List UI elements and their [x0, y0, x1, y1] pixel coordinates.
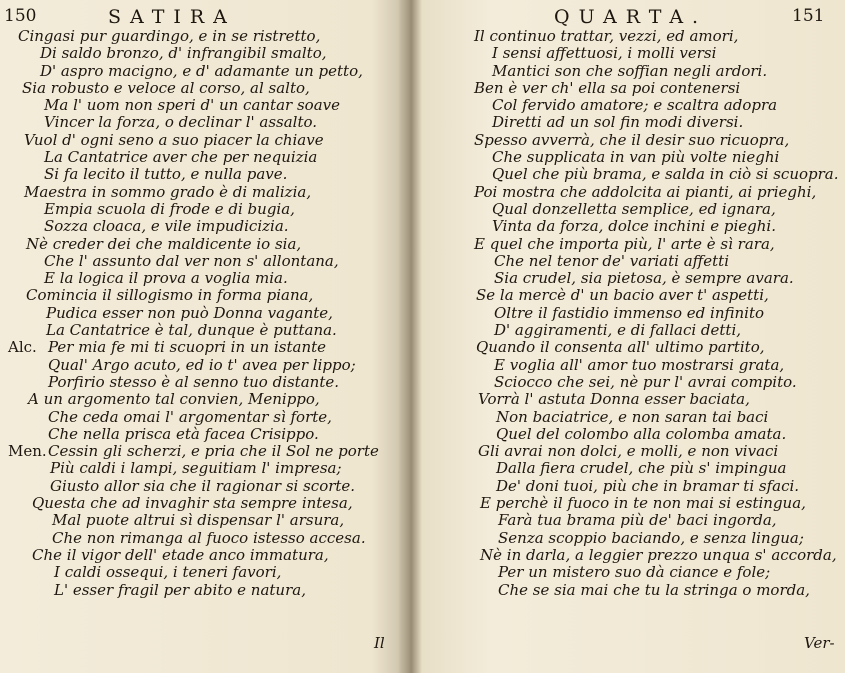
verse-text: Per un mistero suo dà ciance e fole; [498, 563, 771, 582]
verse-text: Mantici son che soffian negli ardori. [492, 61, 768, 80]
verse-text: Poi mostra che addolcita ai pianti, ai prieghi, [474, 182, 817, 201]
verse-text: Maestra in sommo grado è di malizia, [24, 182, 312, 201]
verse-text: Diretti ad un sol fin modi diversi. [492, 113, 744, 132]
verse-text: Di saldo bronzo, d' infrangibil smalto, [40, 44, 327, 63]
verse-text: Più caldi i lampi, seguitiam l' impresa; [50, 459, 342, 478]
verse-line [422, 80, 845, 97]
catchword: Ver- [804, 634, 835, 652]
verse-text: D' aggiramenti, e di fallaci detti, [494, 321, 742, 340]
right-page [422, 0, 845, 673]
verse-text: Che ceda omai l' argomentar sì forte, [48, 407, 332, 426]
verse-line [422, 28, 845, 45]
verse-line [0, 184, 400, 201]
verse-line [422, 495, 845, 512]
verse-text: I caldi ossequi, i teneri favori, [54, 563, 282, 582]
verse-text: Giusto allor sia che il ragionar si scorte. [50, 476, 356, 495]
verse-text: Mal puote altrui sì dispensar l' arsura, [52, 511, 345, 530]
page-header [422, 6, 845, 28]
verse-text: E quel che importa più, l' arte è sì rara, [474, 234, 775, 253]
verse-text: Oltre il fastidio immenso ed infinito [494, 303, 765, 322]
verse-line [0, 547, 400, 564]
verse-line [0, 322, 400, 339]
verse-text: Cessin gli scherzi, e pria che il Sol ne porte [48, 442, 379, 461]
verse-text: Vuol d' ogni seno a suo piacer la chiave [24, 130, 324, 149]
verse-line [422, 149, 845, 166]
verse-line [0, 287, 400, 304]
verse-text: Quando il consenta all' ultimo partito, [476, 338, 765, 357]
verse-text: Vorrà l' astuta Donna esser baciata, [478, 390, 750, 409]
verse-line [422, 478, 845, 495]
verse-text: Dalla fiera crudel, che più s' impingua [496, 459, 787, 478]
verse-line [422, 114, 845, 131]
verse-text: D' aspro macigno, e d' adamante un petto, [40, 61, 363, 80]
verse-line [422, 63, 845, 80]
verse-line [0, 443, 400, 460]
verse-line [0, 80, 400, 97]
verse-line [0, 339, 400, 356]
verse-text: Qual' Argo acuto, ed io t' avea per lippo; [48, 355, 356, 374]
verse-text: Se la mercè d' un bacio aver t' aspetti, [476, 286, 769, 305]
verse-line [422, 582, 845, 599]
book-gutter [398, 0, 422, 673]
verse-line [422, 460, 845, 477]
verse-line [0, 166, 400, 183]
verse-line [0, 357, 400, 374]
verse-text: Porfirio stesso è al senno tuo distante. [48, 372, 339, 391]
verse-line [422, 287, 845, 304]
verse-line [0, 478, 400, 495]
verse-line [422, 426, 845, 443]
verse-text: Cingasi pur guardingo, e in se ristretto, [18, 27, 321, 45]
verse-line [422, 564, 845, 581]
verse-line [0, 236, 400, 253]
verse-text: I sensi affettuosi, i molli versi [492, 44, 717, 63]
verse-line [422, 391, 845, 408]
verse-line [0, 218, 400, 235]
verse-line [422, 322, 845, 339]
verse-text: Che nella prisca età facea Crisippo. [48, 424, 319, 443]
verse-text: Sia crudel, sia pietosa, è sempre avara. [494, 269, 794, 288]
verse-text: Ma l' uom non speri d' un cantar soave [44, 96, 340, 115]
verse-text: Sia robusto e veloce al corso, al salto, [22, 78, 310, 97]
verse-text: Sozza cloaca, e vile impudicizia. [44, 217, 289, 236]
verse-block [0, 28, 400, 599]
verse-line [0, 582, 400, 599]
verse-text: Che nel tenor de' variati affetti [494, 251, 730, 270]
verse-text: Empia scuola di frode e di bugia, [44, 199, 295, 218]
verse-line [0, 149, 400, 166]
verse-line [0, 253, 400, 270]
verse-text: Quel che più brama, e salda in ciò si scuopra. [492, 165, 839, 184]
verse-text: Ben è ver ch' ella sa poi contenersi [474, 78, 741, 97]
page-number: 150 [4, 6, 37, 26]
verse-text: Pudica esser non può Donna vagante, [46, 303, 333, 322]
verse-line [422, 512, 845, 529]
catchword: Il [374, 634, 385, 652]
verse-text: L' esser fragil per abito e natura, [54, 580, 306, 599]
running-title: QUARTA. [554, 6, 708, 28]
verse-line [422, 45, 845, 62]
verse-line [0, 530, 400, 547]
verse-text: E voglia all' amor tuo mostrarsi grata, [494, 355, 785, 374]
verse-line [0, 460, 400, 477]
verse-line [0, 114, 400, 131]
verse-line [0, 374, 400, 391]
verse-line [422, 201, 845, 218]
verse-line [422, 443, 845, 460]
verse-text: Sciocco che sei, nè pur l' avrai compito. [494, 372, 797, 391]
verse-text: Si fa lecito il tutto, e nulla pave. [44, 165, 288, 184]
running-title: SATIRA [108, 6, 236, 28]
verse-line [0, 45, 400, 62]
verse-line [422, 339, 845, 356]
verse-text: Che il vigor dell' etade anco immatura, [32, 545, 329, 564]
page-number: 151 [792, 6, 825, 26]
verse-text: Vincer la forza, o declinar l' assalto. [44, 113, 318, 132]
verse-line [422, 184, 845, 201]
verse-line [0, 132, 400, 149]
verse-line [0, 28, 400, 45]
verse-text: La Cantatrice aver che per nequizia [44, 148, 318, 167]
verse-text: Per mia fe mi ti scuopri in un istante [48, 338, 327, 357]
verse-text: Gli avrai non dolci, e molli, e non vivaci [478, 442, 779, 461]
verse-text: Senza scoppio baciando, e senza lingua; [498, 528, 804, 547]
verse-line [0, 495, 400, 512]
verse-text: Qual donzelletta semplice, ed ignara, [492, 199, 776, 218]
verse-line [422, 547, 845, 564]
verse-text: De' doni tuoi, più che in bramar ti sfaci. [496, 476, 800, 495]
verse-line [0, 305, 400, 322]
verse-line [422, 236, 845, 253]
left-page [0, 0, 400, 673]
verse-line [422, 530, 845, 547]
verse-text: Che l' assunto dal ver non s' allontana, [44, 251, 339, 270]
verse-text: Che supplicata in van più volte nieghi [492, 148, 780, 167]
verse-text: Col fervido amatore; e scaltra adopra [492, 96, 778, 115]
verse-text: La Cantatrice è tal, dunque è puttana. [46, 321, 337, 340]
verse-text: Quel del colombo alla colomba amata. [496, 424, 787, 443]
verse-line [422, 132, 845, 149]
verse-line [0, 564, 400, 581]
verse-text: Il continuo trattar, vezzi, ed amori, [474, 27, 739, 45]
verse-line [422, 357, 845, 374]
verse-text: Farà tua brama più de' baci ingorda, [498, 511, 777, 530]
verse-text: Vinta da forza, dolce inchini e pieghi. [492, 217, 776, 236]
verse-line [0, 270, 400, 287]
verse-text: Questa che ad invaghir sta sempre intesa, [32, 494, 353, 513]
verse-text: Spesso avverrà, che il desir suo ricuopra, [474, 130, 790, 149]
verse-block [422, 28, 845, 599]
verse-text: Che non rimanga al fuoco istesso accesa. [52, 528, 366, 547]
verse-text: Non baciatrice, e non saran tai baci [496, 407, 769, 426]
verse-line [422, 305, 845, 322]
verse-line [0, 97, 400, 114]
verse-line [0, 409, 400, 426]
verse-text: A un argomento tal convien, Menippo, [28, 390, 320, 409]
verse-line [422, 409, 845, 426]
verse-text: Che se sia mai che tu la stringa o morda, [498, 580, 810, 599]
page-header [0, 6, 400, 28]
verse-line [422, 270, 845, 287]
verse-line [422, 97, 845, 114]
verse-text: E perchè il fuoco in te non mai si estingua, [480, 494, 806, 513]
verse-text: Comincia il sillogismo in forma piana, [26, 286, 314, 305]
verse-line [0, 63, 400, 80]
verse-line [0, 391, 400, 408]
verse-line [0, 426, 400, 443]
speaker-label: Men. [8, 442, 47, 461]
verse-text: Nè in darla, a leggier prezzo unqua s' accorda, [480, 545, 837, 564]
verse-line [422, 166, 845, 183]
verse-line [0, 512, 400, 529]
verse-text: E la logica il prova a voglia mia. [44, 269, 288, 288]
verse-line [422, 218, 845, 235]
verse-line [422, 374, 845, 391]
verse-line [422, 253, 845, 270]
verse-text: Nè creder dei che maldicente io sia, [26, 234, 302, 253]
speaker-label: Alc. [8, 338, 37, 357]
verse-line [0, 201, 400, 218]
